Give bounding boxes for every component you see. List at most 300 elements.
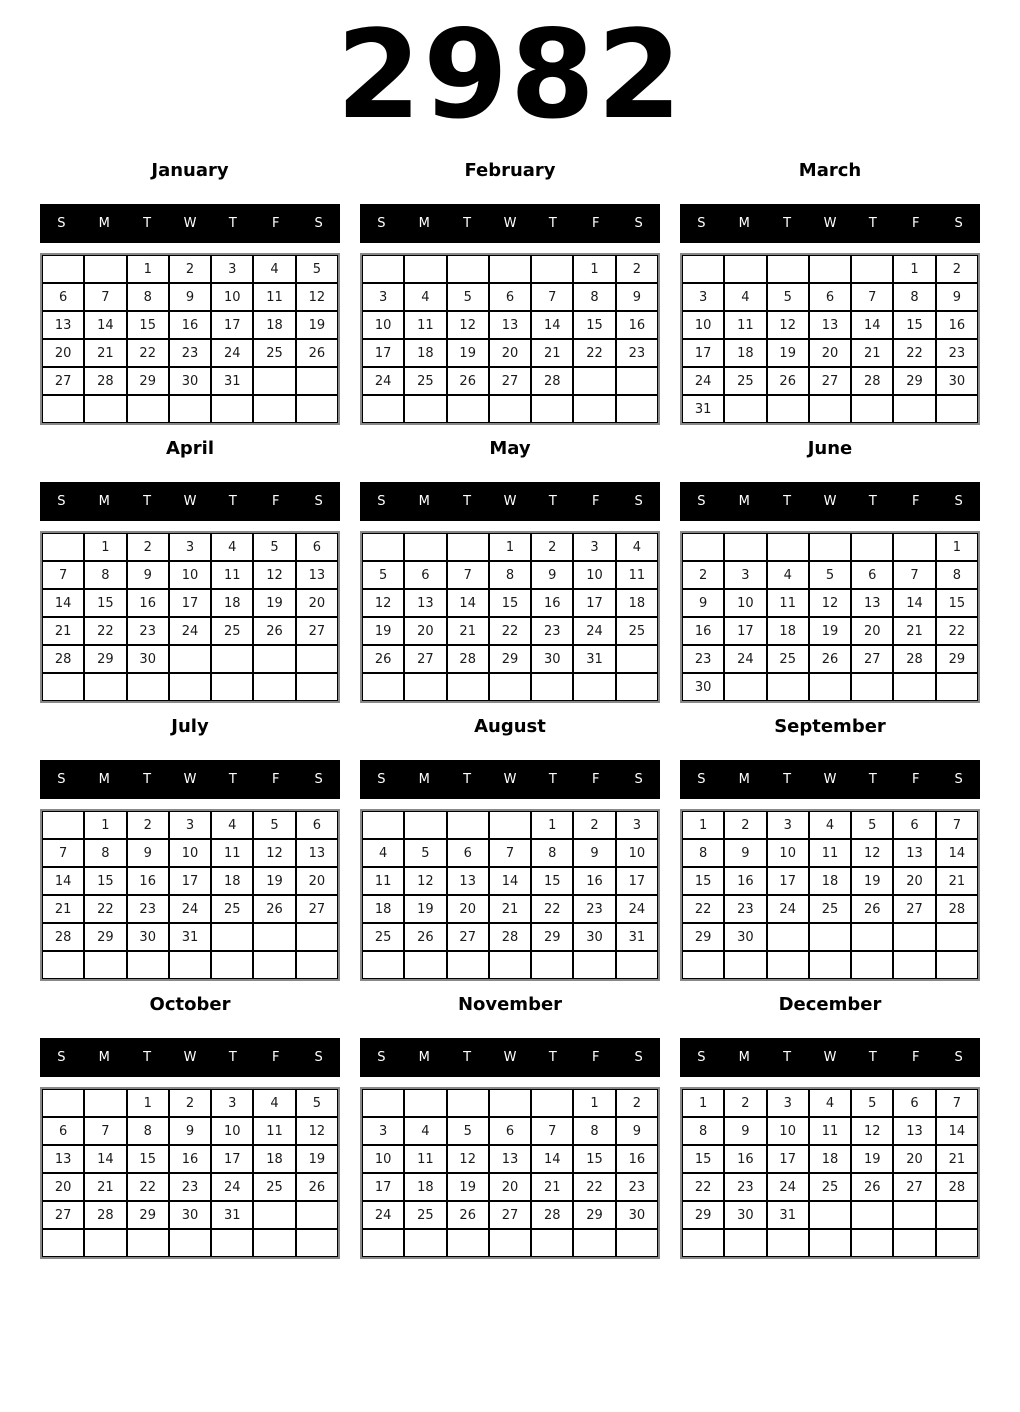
- day-cell: 20: [296, 589, 338, 617]
- day-cell: 28: [489, 923, 531, 951]
- day-cell: 2: [573, 811, 615, 839]
- month-grid: [360, 809, 660, 981]
- month-grid: [40, 1087, 340, 1259]
- day-cell: 7: [489, 839, 531, 867]
- day-cell: 23: [682, 645, 724, 673]
- day-cell: 16: [531, 589, 573, 617]
- day-cell: 14: [851, 311, 893, 339]
- day-header-cell: M: [738, 772, 750, 787]
- day-cell: 9: [724, 839, 766, 867]
- empty-day-cell: [767, 395, 809, 423]
- day-header-cell: T: [548, 494, 557, 509]
- day-header-cell: M: [738, 1050, 750, 1065]
- empty-day-cell: [531, 1089, 573, 1117]
- day-cell: 15: [936, 589, 978, 617]
- day-cell: 7: [531, 1117, 573, 1145]
- day-cell: 13: [851, 589, 893, 617]
- empty-day-cell: [682, 255, 724, 283]
- day-cell: 24: [362, 367, 404, 395]
- empty-day-cell: [296, 951, 338, 979]
- day-cell: 5: [362, 561, 404, 589]
- day-cell: 24: [682, 367, 724, 395]
- day-cell: 20: [489, 339, 531, 367]
- day-cell: 30: [127, 645, 169, 673]
- day-cell: 20: [489, 1173, 531, 1201]
- day-header-cell: S: [314, 216, 323, 231]
- day-header-cell: W: [503, 216, 517, 231]
- day-cell: 20: [893, 1145, 935, 1173]
- empty-day-cell: [84, 395, 126, 423]
- day-cell: 27: [296, 617, 338, 645]
- day-header-cell: T: [548, 772, 557, 787]
- empty-day-cell: [851, 395, 893, 423]
- empty-day-cell: [724, 395, 766, 423]
- empty-day-cell: [682, 533, 724, 561]
- day-cell: 4: [767, 561, 809, 589]
- empty-day-cell: [489, 811, 531, 839]
- day-cell: 27: [851, 645, 893, 673]
- empty-day-cell: [296, 645, 338, 673]
- day-cell: 30: [169, 367, 211, 395]
- empty-day-cell: [296, 1201, 338, 1229]
- day-cell: 12: [851, 839, 893, 867]
- day-cell: 21: [531, 339, 573, 367]
- day-header-cell: T: [228, 494, 237, 509]
- day-cell: 3: [682, 283, 724, 311]
- day-cell: 13: [42, 1145, 84, 1173]
- day-cell: 11: [616, 561, 658, 589]
- empty-day-cell: [531, 395, 573, 423]
- day-cell: 15: [127, 1145, 169, 1173]
- empty-day-cell: [447, 951, 489, 979]
- empty-day-cell: [531, 1229, 573, 1257]
- empty-day-cell: [573, 673, 615, 701]
- day-cell: 6: [893, 1089, 935, 1117]
- day-header-cell: W: [823, 772, 837, 787]
- empty-day-cell: [42, 1229, 84, 1257]
- day-cell: 22: [489, 617, 531, 645]
- day-cell: 3: [616, 811, 658, 839]
- day-cell: 11: [724, 311, 766, 339]
- day-cell: 29: [84, 923, 126, 951]
- empty-day-cell: [362, 1229, 404, 1257]
- day-header-cell: F: [911, 772, 920, 787]
- day-cell: 1: [682, 811, 724, 839]
- day-cell: 7: [936, 811, 978, 839]
- day-cell: 10: [169, 561, 211, 589]
- empty-day-cell: [84, 1229, 126, 1257]
- day-cell: 15: [531, 867, 573, 895]
- day-cell: 3: [169, 811, 211, 839]
- day-cell: 9: [936, 283, 978, 311]
- day-cell: 21: [447, 617, 489, 645]
- day-cell: 9: [169, 283, 211, 311]
- month-title: January: [151, 160, 229, 181]
- empty-day-cell: [616, 1229, 658, 1257]
- month-grid: [360, 531, 660, 703]
- empty-day-cell: [42, 255, 84, 283]
- month-title: September: [774, 716, 886, 737]
- day-cell: 8: [531, 839, 573, 867]
- day-header-row: [360, 482, 660, 521]
- day-cell: 6: [296, 811, 338, 839]
- day-cell: 16: [127, 589, 169, 617]
- month-title: June: [807, 438, 853, 459]
- day-cell: 29: [84, 645, 126, 673]
- day-cell: 6: [489, 1117, 531, 1145]
- day-cell: 29: [893, 367, 935, 395]
- empty-day-cell: [573, 951, 615, 979]
- day-cell: 1: [531, 811, 573, 839]
- month-block: [680, 994, 980, 1259]
- day-header-row: [360, 204, 660, 243]
- empty-day-cell: [404, 811, 446, 839]
- day-cell: 4: [809, 811, 851, 839]
- day-header-cell: W: [503, 772, 517, 787]
- day-cell: 24: [169, 895, 211, 923]
- day-cell: 25: [404, 367, 446, 395]
- day-header-cell: F: [911, 1050, 920, 1065]
- day-cell: 26: [362, 645, 404, 673]
- day-cell: 11: [404, 1145, 446, 1173]
- day-cell: 9: [127, 839, 169, 867]
- day-header-cell: S: [377, 216, 386, 231]
- empty-day-cell: [169, 951, 211, 979]
- day-cell: 2: [169, 255, 211, 283]
- month-title: March: [798, 160, 862, 181]
- day-cell: 25: [404, 1201, 446, 1229]
- day-cell: 15: [84, 867, 126, 895]
- day-cell: 1: [893, 255, 935, 283]
- day-cell: 10: [362, 1145, 404, 1173]
- day-header-row: [360, 760, 660, 799]
- day-cell: 17: [211, 1145, 253, 1173]
- day-cell: 9: [531, 561, 573, 589]
- empty-day-cell: [404, 951, 446, 979]
- day-header-cell: F: [591, 1050, 600, 1065]
- day-cell: 25: [767, 645, 809, 673]
- day-cell: 23: [616, 339, 658, 367]
- day-cell: 2: [616, 255, 658, 283]
- empty-day-cell: [809, 923, 851, 951]
- day-cell: 14: [84, 311, 126, 339]
- day-cell: 21: [42, 895, 84, 923]
- day-cell: 23: [531, 617, 573, 645]
- day-cell: 4: [253, 1089, 295, 1117]
- day-header-cell: T: [143, 494, 152, 509]
- day-cell: 3: [362, 1117, 404, 1145]
- day-cell: 28: [531, 367, 573, 395]
- day-cell: 31: [211, 367, 253, 395]
- day-header-cell: S: [954, 216, 963, 231]
- month-grid: [680, 531, 980, 703]
- empty-day-cell: [851, 255, 893, 283]
- day-cell: 5: [809, 561, 851, 589]
- day-cell: 30: [936, 367, 978, 395]
- empty-day-cell: [84, 673, 126, 701]
- day-header-cell: S: [954, 1050, 963, 1065]
- day-cell: 26: [447, 367, 489, 395]
- empty-day-cell: [447, 255, 489, 283]
- day-cell: 24: [169, 617, 211, 645]
- empty-day-cell: [404, 673, 446, 701]
- day-cell: 26: [296, 1173, 338, 1201]
- empty-day-cell: [169, 673, 211, 701]
- empty-day-cell: [767, 923, 809, 951]
- empty-day-cell: [296, 673, 338, 701]
- day-cell: 8: [127, 1117, 169, 1145]
- day-cell: 4: [362, 839, 404, 867]
- day-cell: 29: [936, 645, 978, 673]
- day-cell: 13: [893, 839, 935, 867]
- day-cell: 4: [404, 1117, 446, 1145]
- day-header-cell: T: [463, 494, 472, 509]
- day-cell: 26: [253, 617, 295, 645]
- day-cell: 31: [682, 395, 724, 423]
- empty-day-cell: [851, 533, 893, 561]
- day-cell: 5: [296, 1089, 338, 1117]
- day-cell: 22: [682, 1173, 724, 1201]
- day-cell: 10: [682, 311, 724, 339]
- empty-day-cell: [936, 395, 978, 423]
- day-cell: 29: [531, 923, 573, 951]
- empty-day-cell: [893, 533, 935, 561]
- day-cell: 2: [724, 1089, 766, 1117]
- day-cell: 24: [211, 1173, 253, 1201]
- month-grid: [40, 253, 340, 425]
- empty-day-cell: [936, 1229, 978, 1257]
- empty-day-cell: [42, 395, 84, 423]
- day-header-row: [680, 1038, 980, 1077]
- day-cell: 22: [936, 617, 978, 645]
- empty-day-cell: [936, 673, 978, 701]
- day-cell: 21: [893, 617, 935, 645]
- day-cell: 10: [767, 1117, 809, 1145]
- day-cell: 28: [84, 1201, 126, 1229]
- empty-day-cell: [211, 951, 253, 979]
- empty-day-cell: [489, 1089, 531, 1117]
- month-title: May: [489, 438, 531, 459]
- day-cell: 24: [573, 617, 615, 645]
- day-cell: 23: [169, 1173, 211, 1201]
- day-cell: 10: [767, 839, 809, 867]
- day-cell: 15: [682, 1145, 724, 1173]
- day-header-cell: F: [591, 772, 600, 787]
- month-title: April: [165, 438, 215, 459]
- day-cell: 5: [447, 283, 489, 311]
- day-cell: 31: [573, 645, 615, 673]
- day-cell: 7: [531, 283, 573, 311]
- day-header-cell: W: [503, 494, 517, 509]
- day-cell: 16: [682, 617, 724, 645]
- day-cell: 1: [127, 1089, 169, 1117]
- day-header-cell: S: [634, 494, 643, 509]
- day-header-cell: F: [591, 494, 600, 509]
- day-cell: 22: [127, 1173, 169, 1201]
- day-cell: 22: [84, 617, 126, 645]
- month-title: July: [171, 716, 209, 737]
- day-header-cell: T: [228, 216, 237, 231]
- empty-day-cell: [767, 1229, 809, 1257]
- day-cell: 8: [573, 1117, 615, 1145]
- day-header-cell: S: [697, 1050, 706, 1065]
- empty-day-cell: [404, 1229, 446, 1257]
- month-block: [40, 160, 340, 425]
- month-block: [40, 438, 340, 703]
- day-cell: 17: [169, 589, 211, 617]
- day-cell: 5: [253, 533, 295, 561]
- day-cell: 3: [169, 533, 211, 561]
- day-header-cell: M: [98, 216, 110, 231]
- day-cell: 19: [253, 867, 295, 895]
- day-cell: 29: [489, 645, 531, 673]
- day-cell: 25: [616, 617, 658, 645]
- day-header-cell: S: [377, 1050, 386, 1065]
- empty-day-cell: [616, 395, 658, 423]
- day-cell: 15: [127, 311, 169, 339]
- day-cell: 2: [127, 533, 169, 561]
- day-cell: 21: [851, 339, 893, 367]
- day-cell: 4: [211, 811, 253, 839]
- day-cell: 18: [809, 867, 851, 895]
- day-cell: 1: [936, 533, 978, 561]
- day-cell: 20: [851, 617, 893, 645]
- day-cell: 8: [489, 561, 531, 589]
- day-cell: 9: [573, 839, 615, 867]
- day-cell: 25: [211, 617, 253, 645]
- month-block: [360, 438, 660, 703]
- day-header-cell: M: [418, 494, 430, 509]
- day-cell: 9: [724, 1117, 766, 1145]
- day-cell: 18: [404, 339, 446, 367]
- empty-day-cell: [447, 1229, 489, 1257]
- day-cell: 29: [573, 1201, 615, 1229]
- day-cell: 14: [447, 589, 489, 617]
- day-header-cell: W: [823, 216, 837, 231]
- day-cell: 13: [489, 1145, 531, 1173]
- empty-day-cell: [447, 811, 489, 839]
- day-cell: 22: [84, 895, 126, 923]
- empty-day-cell: [809, 673, 851, 701]
- day-cell: 23: [169, 339, 211, 367]
- day-header-cell: T: [868, 772, 877, 787]
- day-cell: 15: [682, 867, 724, 895]
- day-header-cell: T: [143, 772, 152, 787]
- empty-day-cell: [42, 951, 84, 979]
- day-cell: 27: [42, 367, 84, 395]
- day-cell: 21: [936, 1145, 978, 1173]
- day-cell: 16: [616, 1145, 658, 1173]
- day-cell: 17: [362, 339, 404, 367]
- empty-day-cell: [253, 673, 295, 701]
- day-cell: 28: [851, 367, 893, 395]
- day-cell: 30: [573, 923, 615, 951]
- day-cell: 1: [84, 533, 126, 561]
- day-cell: 13: [296, 839, 338, 867]
- empty-day-cell: [84, 1089, 126, 1117]
- day-cell: 12: [447, 1145, 489, 1173]
- day-cell: 23: [573, 895, 615, 923]
- day-cell: 5: [851, 811, 893, 839]
- day-cell: 2: [616, 1089, 658, 1117]
- day-header-cell: S: [57, 494, 66, 509]
- day-cell: 31: [767, 1201, 809, 1229]
- day-cell: 31: [169, 923, 211, 951]
- day-cell: 13: [296, 561, 338, 589]
- empty-day-cell: [296, 367, 338, 395]
- day-cell: 21: [84, 339, 126, 367]
- day-cell: 17: [682, 339, 724, 367]
- day-header-cell: M: [98, 494, 110, 509]
- empty-day-cell: [447, 533, 489, 561]
- day-header-cell: T: [868, 1050, 877, 1065]
- day-cell: 4: [809, 1089, 851, 1117]
- day-cell: 14: [42, 867, 84, 895]
- empty-day-cell: [893, 1229, 935, 1257]
- day-cell: 19: [851, 867, 893, 895]
- empty-day-cell: [851, 1229, 893, 1257]
- day-cell: 6: [893, 811, 935, 839]
- day-cell: 14: [84, 1145, 126, 1173]
- day-cell: 1: [573, 1089, 615, 1117]
- day-header-cell: T: [548, 216, 557, 231]
- day-cell: 27: [809, 367, 851, 395]
- empty-day-cell: [489, 395, 531, 423]
- empty-day-cell: [296, 923, 338, 951]
- day-cell: 26: [851, 895, 893, 923]
- empty-day-cell: [253, 395, 295, 423]
- empty-day-cell: [809, 1229, 851, 1257]
- day-cell: 28: [936, 895, 978, 923]
- day-header-cell: W: [823, 494, 837, 509]
- day-cell: 10: [724, 589, 766, 617]
- empty-day-cell: [296, 395, 338, 423]
- day-cell: 16: [724, 867, 766, 895]
- empty-day-cell: [936, 951, 978, 979]
- day-cell: 18: [362, 895, 404, 923]
- day-cell: 29: [682, 923, 724, 951]
- empty-day-cell: [362, 673, 404, 701]
- day-cell: 24: [724, 645, 766, 673]
- day-cell: 30: [724, 1201, 766, 1229]
- day-cell: 17: [767, 867, 809, 895]
- day-header-row: [680, 760, 980, 799]
- day-cell: 1: [682, 1089, 724, 1117]
- day-cell: 17: [211, 311, 253, 339]
- day-cell: 29: [682, 1201, 724, 1229]
- day-cell: 28: [893, 645, 935, 673]
- day-cell: 13: [489, 311, 531, 339]
- empty-day-cell: [404, 255, 446, 283]
- day-header-cell: M: [98, 1050, 110, 1065]
- empty-day-cell: [211, 645, 253, 673]
- month-grid: [360, 253, 660, 425]
- day-cell: 10: [362, 311, 404, 339]
- empty-day-cell: [851, 673, 893, 701]
- day-cell: 12: [404, 867, 446, 895]
- day-header-cell: F: [271, 494, 280, 509]
- day-cell: 17: [724, 617, 766, 645]
- day-cell: 12: [362, 589, 404, 617]
- day-cell: 27: [404, 645, 446, 673]
- day-header-cell: M: [738, 216, 750, 231]
- empty-day-cell: [724, 951, 766, 979]
- day-cell: 18: [253, 311, 295, 339]
- empty-day-cell: [362, 533, 404, 561]
- day-cell: 17: [767, 1145, 809, 1173]
- empty-day-cell: [767, 255, 809, 283]
- day-cell: 26: [296, 339, 338, 367]
